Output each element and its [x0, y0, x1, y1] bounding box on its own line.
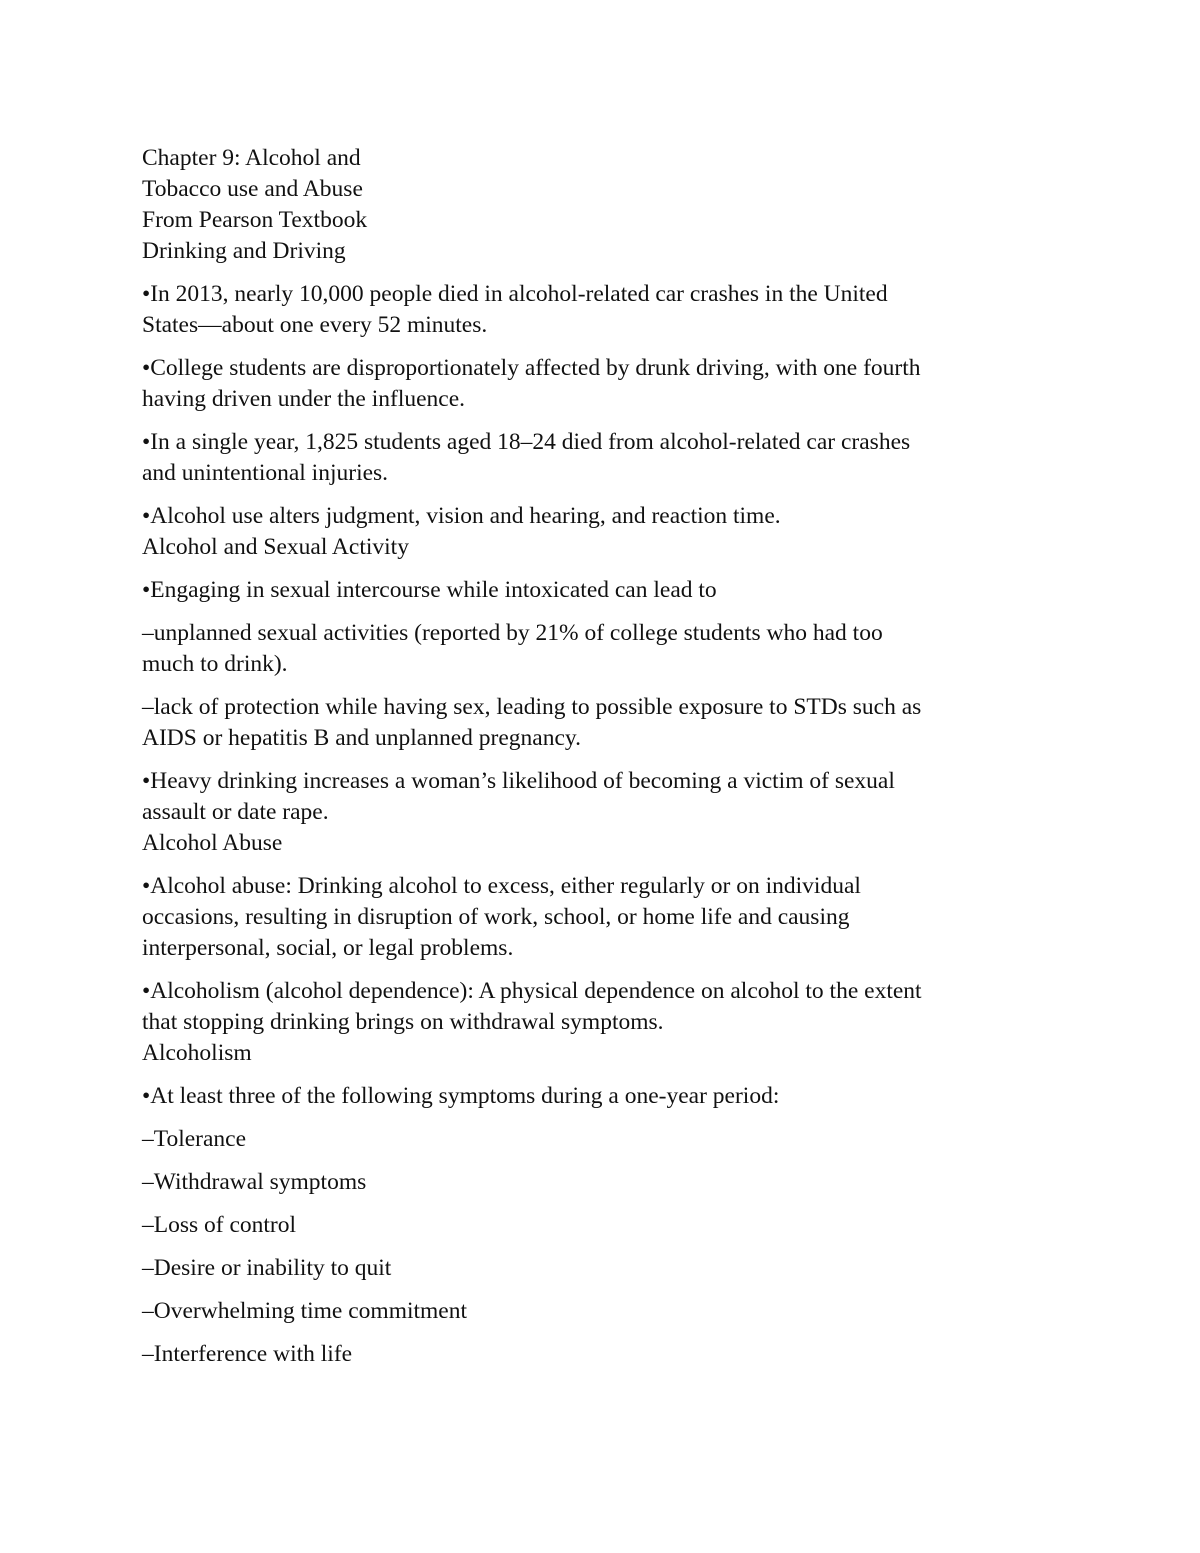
section-heading-alcohol-abuse: Alcohol Abuse: [142, 830, 283, 856]
document-title: [142, 143, 1072, 236]
text-line: occasions, resulting in disruption of work, school, or home life and causing: [142, 904, 850, 930]
bullet-paragraph: [142, 279, 1072, 341]
section-heading-sexual-activity: Alcohol and Sexual Activity: [142, 534, 409, 560]
sub-bullet-paragraph: [142, 1124, 1072, 1155]
bullet-paragraph: [142, 501, 1072, 532]
text-line: •Heavy drinking increases a woman’s likelihood of becoming a victim of sexual: [142, 768, 895, 794]
sub-bullet-paragraph: [142, 1339, 1072, 1370]
section-heading-alcoholism: Alcoholism: [142, 1040, 252, 1066]
source-line: From Pearson Textbook: [142, 207, 368, 233]
title-line: Chapter 9: Alcohol and: [142, 145, 361, 171]
text-line: •In 2013, nearly 10,000 people died in alcohol-related car crashes in the United: [142, 281, 888, 307]
sub-bullet-paragraph: [142, 1167, 1072, 1198]
text-line: assault or date rape.: [142, 799, 329, 825]
text-line: and unintentional injuries.: [142, 460, 389, 486]
text-line: •Engaging in sexual intercourse while intoxicated can lead to: [142, 577, 717, 603]
text-line: •At least three of the following symptoms during a one-year period:: [142, 1083, 780, 1109]
bullet-paragraph: [142, 766, 1072, 828]
sub-bullet-paragraph: [142, 618, 1072, 680]
text-line: •Alcohol abuse: Drinking alcohol to excess, either regularly or on individual: [142, 873, 861, 899]
sub-bullet-paragraph: [142, 1253, 1072, 1284]
text-line: –Desire or inability to quit: [142, 1255, 392, 1281]
text-line: having driven under the influence.: [142, 386, 466, 412]
text-line: –Withdrawal symptoms: [142, 1169, 367, 1195]
bullet-paragraph: [142, 427, 1072, 489]
text-line: –Tolerance: [142, 1126, 247, 1152]
text-line: –lack of protection while having sex, leading to possible exposure to STDs such as: [142, 694, 922, 720]
text-line: much to drink).: [142, 651, 288, 677]
text-line: •Alcoholism (alcohol dependence): A physical dependence on alcohol to the extent: [142, 978, 922, 1004]
text-line: States—about one every 52 minutes.: [142, 312, 488, 338]
text-line: •College students are disproportionately affected by drunk driving, with one fourth: [142, 355, 921, 381]
text-line: •Alcohol use alters judgment, vision and hearing, and reaction time.: [142, 503, 781, 529]
text-line: –Overwhelming time commitment: [142, 1298, 468, 1324]
sub-bullet-paragraph: [142, 1296, 1072, 1327]
document-body: [142, 143, 1072, 1370]
bullet-paragraph: [142, 976, 1072, 1038]
sub-bullet-paragraph: [142, 1210, 1072, 1241]
bullet-paragraph: [142, 575, 1072, 606]
text-line: AIDS or hepatitis B and unplanned pregnancy.: [142, 725, 581, 751]
bullet-paragraph: [142, 353, 1072, 415]
text-line: –unplanned sexual activities (reported by 21% of college students who had too: [142, 620, 883, 646]
bullet-paragraph: [142, 1081, 1072, 1112]
text-line: •In a single year, 1,825 students aged 18–24 died from alcohol-related car crashes: [142, 429, 911, 455]
section-heading-drinking-driving: Drinking and Driving: [142, 238, 346, 264]
bullet-paragraph: [142, 871, 1072, 964]
text-line: interpersonal, social, or legal problems.: [142, 935, 514, 961]
text-line: that stopping drinking brings on withdrawal symptoms.: [142, 1009, 664, 1035]
title-line: Tobacco use and Abuse: [142, 176, 363, 202]
sub-bullet-paragraph: [142, 692, 1072, 754]
text-line: –Loss of control: [142, 1212, 297, 1238]
text-line: –Interference with life: [142, 1341, 353, 1367]
